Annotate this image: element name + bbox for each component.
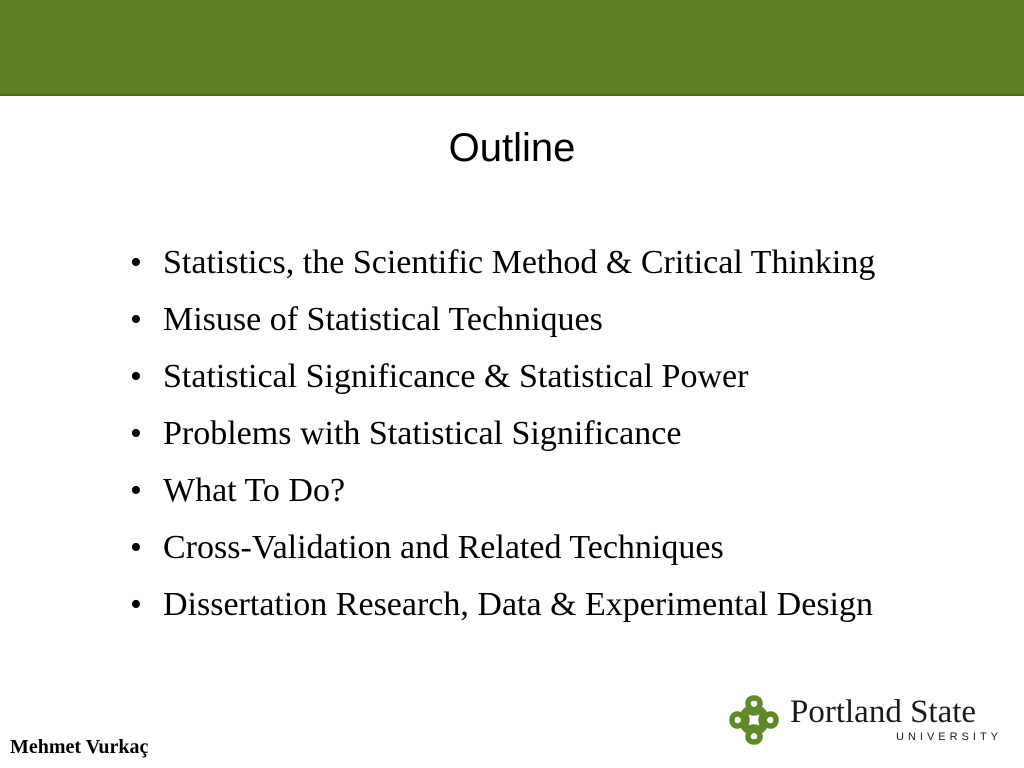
slide-title: Outline bbox=[448, 126, 576, 170]
list-item bbox=[130, 240, 890, 286]
bullet-icon: • bbox=[130, 358, 142, 395]
bullet-text: Misuse of Statistical Techniques bbox=[163, 301, 603, 338]
bullet-list bbox=[130, 240, 890, 639]
logo-wordmark: Portland State bbox=[790, 694, 977, 730]
bullet-icon: • bbox=[130, 301, 142, 338]
list-item bbox=[130, 297, 890, 343]
header-band bbox=[0, 0, 1024, 94]
bullet-icon: • bbox=[130, 472, 142, 509]
bullet-icon: • bbox=[130, 415, 142, 452]
header-divider bbox=[0, 94, 1024, 96]
list-item bbox=[130, 582, 890, 628]
list-item bbox=[130, 411, 890, 457]
list-item bbox=[130, 354, 890, 400]
bullet-text: Cross-Validation and Related Techniques bbox=[163, 529, 724, 566]
bullet-text: What To Do? bbox=[163, 472, 346, 509]
list-item bbox=[130, 468, 890, 514]
bullet-text: Statistical Significance & Statistical Power bbox=[163, 358, 749, 395]
bullet-text: Statistics, the Scientific Method & Critical Thinking bbox=[163, 244, 876, 281]
author-name: Mehmet Vurkaç bbox=[10, 736, 149, 758]
bullet-text: Problems with Statistical Significance bbox=[163, 415, 682, 452]
university-logo bbox=[726, 692, 1003, 748]
list-item bbox=[130, 525, 890, 571]
logo-subtitle: UNIVERSITY bbox=[896, 731, 1003, 743]
bullet-icon: • bbox=[130, 244, 142, 281]
bullet-icon: • bbox=[130, 529, 142, 566]
bullet-icon: • bbox=[130, 586, 142, 623]
psu-interlocking-mark-icon bbox=[726, 692, 782, 748]
bullet-text: Dissertation Research, Data & Experimental Design bbox=[163, 586, 873, 623]
